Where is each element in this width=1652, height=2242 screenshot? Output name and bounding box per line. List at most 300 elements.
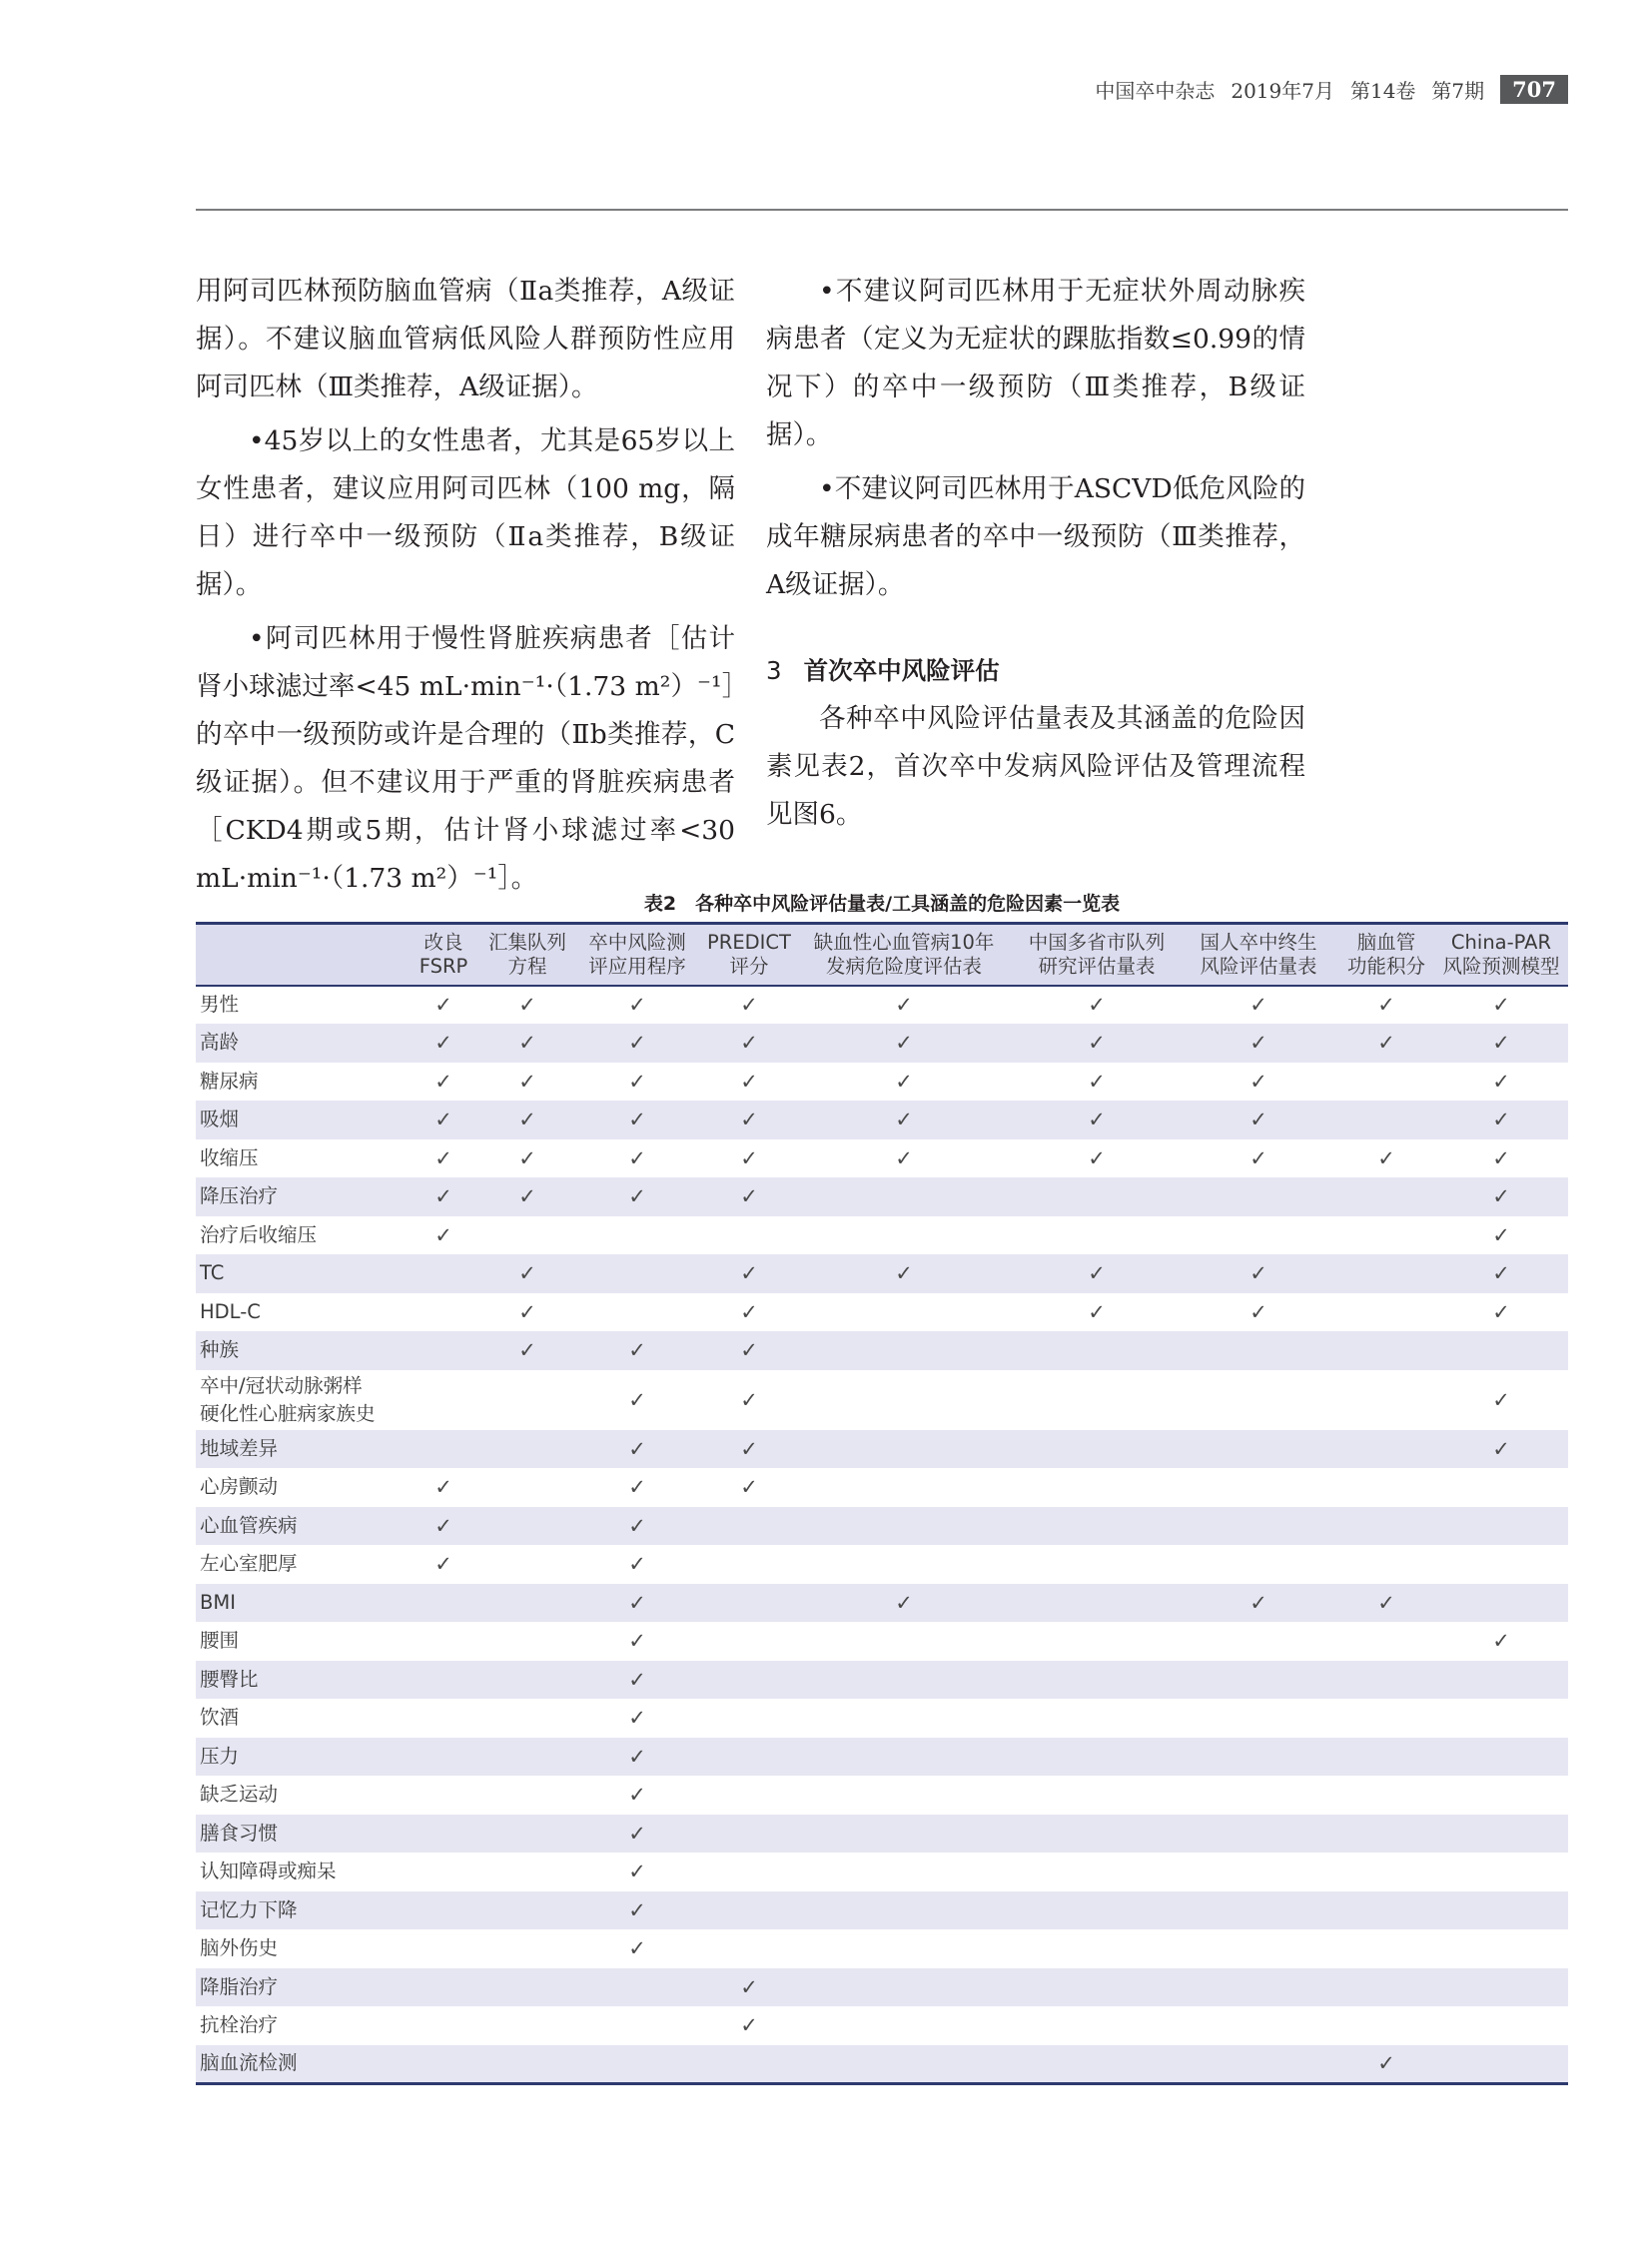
table-cell xyxy=(1434,1024,1568,1063)
table-cell xyxy=(1338,1468,1434,1507)
table-cell xyxy=(1015,1545,1179,1584)
table-row xyxy=(196,2006,1568,2045)
check-icon: ✓ xyxy=(434,1069,452,1094)
column-header-line: 脑血管 xyxy=(1356,930,1416,954)
issue: 第7期 xyxy=(1431,78,1485,103)
table-cell xyxy=(1338,1584,1434,1623)
table-cell xyxy=(793,1738,1015,1777)
table-cell xyxy=(485,1507,569,1546)
header-corner xyxy=(196,924,402,986)
risk-factor-cell xyxy=(196,1545,402,1584)
volume: 第14卷 xyxy=(1349,78,1416,103)
table-cell xyxy=(569,1293,705,1332)
check-icon: ✓ xyxy=(895,993,913,1018)
table-cell xyxy=(1338,1507,1434,1546)
risk-factor-cell xyxy=(196,1661,402,1700)
table-cell xyxy=(485,1815,569,1854)
table-cell xyxy=(1338,1177,1434,1216)
table-cell xyxy=(569,1139,705,1178)
table-row xyxy=(196,1177,1568,1216)
table-cell xyxy=(705,1891,793,1930)
table-cell xyxy=(793,1024,1015,1063)
table-cell xyxy=(1015,1370,1179,1430)
table-cell xyxy=(1015,1293,1179,1332)
table-cell xyxy=(705,2045,793,2084)
page-number: 707 xyxy=(1500,75,1568,104)
table-header-row xyxy=(196,924,1568,986)
table-cell xyxy=(1434,1776,1568,1815)
check-icon: ✓ xyxy=(434,1552,452,1577)
table-cell xyxy=(569,986,705,1025)
table-cell xyxy=(569,1853,705,1891)
check-icon: ✓ xyxy=(518,1145,536,1170)
table-cell xyxy=(402,2006,485,2045)
journal-name: 中国卒中杂志 xyxy=(1095,78,1216,103)
table-cell xyxy=(402,2045,485,2084)
table-cell xyxy=(1015,1216,1179,1255)
table-cell xyxy=(1338,1853,1434,1891)
risk-factor-cell xyxy=(196,1929,402,1968)
check-icon: ✓ xyxy=(628,1590,646,1615)
table-cell xyxy=(485,986,569,1025)
table-cell xyxy=(1015,1254,1179,1293)
check-icon: ✓ xyxy=(740,2013,758,2038)
table-cell xyxy=(569,2006,705,2045)
table-cell xyxy=(1179,1545,1338,1584)
table-cell xyxy=(793,1699,1015,1738)
table-row xyxy=(196,1430,1568,1469)
table-cell xyxy=(1338,1699,1434,1738)
table-cell xyxy=(705,1584,793,1623)
column-header-line: 研究评估量表 xyxy=(1038,954,1156,978)
check-icon: ✓ xyxy=(740,993,758,1018)
issue-date: 2019年7月 xyxy=(1231,78,1334,103)
table-cell xyxy=(1179,1331,1338,1370)
table-cell xyxy=(485,1063,569,1102)
table-cell xyxy=(569,1254,705,1293)
table-cell xyxy=(1338,2045,1434,2084)
table-cell xyxy=(1179,1430,1338,1469)
table-cell xyxy=(569,1468,705,1507)
risk-factor-cell xyxy=(196,1738,402,1777)
table-cell xyxy=(1338,1545,1434,1584)
table-cell xyxy=(1338,1139,1434,1178)
table-cell xyxy=(1179,1063,1338,1102)
table-cell xyxy=(402,1584,485,1623)
risk-factor-label: 吸烟 xyxy=(200,1108,240,1131)
table-cell xyxy=(793,1254,1015,1293)
table-cell xyxy=(793,1545,1015,1584)
column-header-line: 方程 xyxy=(507,954,547,978)
risk-factor-cell xyxy=(196,1430,402,1469)
table-cell xyxy=(1434,986,1568,1025)
risk-factor-label: 糖尿病 xyxy=(200,1069,259,1093)
table-cell xyxy=(402,1891,485,1930)
table-cell xyxy=(569,1331,705,1370)
table-caption: 表2 各种卒中风险评估量表/工具涵盖的危险因素一览表 xyxy=(643,893,1121,915)
check-icon: ✓ xyxy=(1377,1590,1395,1615)
table-cell xyxy=(402,1699,485,1738)
table-cell xyxy=(1338,1622,1434,1661)
check-icon: ✓ xyxy=(518,1261,536,1286)
table-cell xyxy=(569,1815,705,1854)
check-icon: ✓ xyxy=(1492,1145,1510,1170)
risk-factor-label: 卒中/冠状动脉粥样 xyxy=(200,1373,363,1397)
check-icon: ✓ xyxy=(1249,1145,1267,1170)
table-cell xyxy=(705,1968,793,2007)
table-cell xyxy=(485,1101,569,1139)
risk-factor-label: 地域差异 xyxy=(200,1436,279,1460)
check-icon: ✓ xyxy=(434,1222,452,1247)
table-cell xyxy=(402,1661,485,1700)
table-cell xyxy=(485,1738,569,1777)
check-icon: ✓ xyxy=(434,1475,452,1500)
table-cell xyxy=(1434,1139,1568,1178)
table-cell xyxy=(1179,1507,1338,1546)
table-cell xyxy=(485,1661,569,1700)
check-icon: ✓ xyxy=(628,1436,646,1461)
table-cell xyxy=(1434,1468,1568,1507)
table-cell xyxy=(793,1370,1015,1430)
risk-factor-cell xyxy=(196,2045,402,2084)
table-cell xyxy=(1338,1776,1434,1815)
header-rule xyxy=(196,209,1568,211)
table-cell xyxy=(1338,1815,1434,1854)
table-row xyxy=(196,1468,1568,1507)
risk-factor-cell xyxy=(196,1139,402,1178)
check-icon: ✓ xyxy=(434,1145,452,1170)
check-icon: ✓ xyxy=(628,1821,646,1846)
table-cell xyxy=(485,1699,569,1738)
table-cell xyxy=(705,1293,793,1332)
check-icon: ✓ xyxy=(740,1031,758,1056)
section-heading xyxy=(766,647,1305,695)
table-cell xyxy=(1338,1331,1434,1370)
check-icon: ✓ xyxy=(518,1299,536,1324)
check-icon: ✓ xyxy=(1492,1629,1510,1654)
table-cell xyxy=(1179,1968,1338,2007)
table-cell xyxy=(793,2006,1015,2045)
table-cell xyxy=(793,1139,1015,1178)
table-cell xyxy=(1015,1139,1179,1178)
check-icon: ✓ xyxy=(518,1069,536,1094)
risk-factor-cell xyxy=(196,1293,402,1332)
table-cell xyxy=(402,1545,485,1584)
table-cell xyxy=(402,1968,485,2007)
table-cell xyxy=(1179,1853,1338,1891)
check-icon: ✓ xyxy=(628,1338,646,1363)
column-header-line: 风险评估量表 xyxy=(1200,954,1317,978)
check-icon: ✓ xyxy=(628,1108,646,1132)
table-cell xyxy=(1015,1507,1179,1546)
risk-factor-cell xyxy=(196,2006,402,2045)
table-cell xyxy=(793,1331,1015,1370)
risk-factor-cell xyxy=(196,986,402,1025)
check-icon: ✓ xyxy=(518,993,536,1018)
risk-factor-cell xyxy=(196,1370,402,1430)
table-cell xyxy=(1179,1815,1338,1854)
check-icon: ✓ xyxy=(1492,993,1510,1018)
check-icon: ✓ xyxy=(628,1184,646,1209)
paragraph: 各种卒中风险评估量表及其涵盖的危险因素见表2，首次卒中发病风险评估及管理流程见图6。 xyxy=(766,703,1305,830)
risk-factor-label: 腰围 xyxy=(200,1629,240,1653)
table-row xyxy=(196,1891,1568,1930)
table-cell xyxy=(705,986,793,1025)
table-cell xyxy=(793,1929,1015,1968)
check-icon: ✓ xyxy=(518,1184,536,1209)
risk-factor-label: 缺乏运动 xyxy=(200,1783,279,1807)
table-cell xyxy=(569,1891,705,1930)
table-cell xyxy=(705,2006,793,2045)
risk-factor-label: 抗栓治疗 xyxy=(200,2013,279,2037)
check-icon: ✓ xyxy=(628,1145,646,1170)
table-cell xyxy=(1015,1468,1179,1507)
check-icon: ✓ xyxy=(740,1184,758,1209)
table-cell xyxy=(1434,1853,1568,1891)
column-header-line: PREDICT xyxy=(707,930,791,954)
table-cell xyxy=(705,1507,793,1546)
table-row xyxy=(196,1063,1568,1102)
column-header xyxy=(1179,924,1338,986)
table-cell xyxy=(569,1101,705,1139)
column-header xyxy=(1434,924,1568,986)
table-cell xyxy=(1015,1430,1179,1469)
table-cell xyxy=(793,1216,1015,1255)
table-cell xyxy=(569,1430,705,1469)
table-cell xyxy=(1434,1216,1568,1255)
table-cell xyxy=(569,2045,705,2084)
table-row xyxy=(196,1254,1568,1293)
risk-factor-label: 压力 xyxy=(200,1744,240,1768)
table-cell xyxy=(1179,2006,1338,2045)
table-cell xyxy=(485,1254,569,1293)
table-cell xyxy=(402,1507,485,1546)
table-cell xyxy=(1338,1063,1434,1102)
table-cell xyxy=(793,2045,1015,2084)
column-header-line: 评应用程序 xyxy=(588,954,686,978)
table-cell xyxy=(793,986,1015,1025)
check-icon: ✓ xyxy=(628,1783,646,1808)
table-cell xyxy=(569,1024,705,1063)
table-cell xyxy=(1179,1776,1338,1815)
check-icon: ✓ xyxy=(1088,1261,1106,1286)
table-cell xyxy=(485,1468,569,1507)
risk-factor-cell xyxy=(196,1331,402,1370)
section-number: 3 xyxy=(766,656,782,685)
column-header-line: 风险预测模型 xyxy=(1442,954,1560,978)
table-cell xyxy=(1338,1430,1434,1469)
risk-factor-cell xyxy=(196,1216,402,1255)
risk-factor-label: 硬化性心脏病家族史 xyxy=(200,1401,376,1425)
paragraph: •阿司匹林用于慢性肾脏疾病患者［估计肾小球滤过率<45 mL·min⁻¹·（1.73 m²）⁻¹］的卒中一级预防或许是合理的（Ⅱb类推荐，C级证据）。但不建议用于严重的肾脏疾病患者［CKD4期或5期，估计肾小球滤过率<30 mL·min⁻¹·（1.73 m²）⁻¹］。 xyxy=(196,623,735,894)
table-row xyxy=(196,1968,1568,2007)
table-cell xyxy=(1434,1507,1568,1546)
table-cell xyxy=(1434,1584,1568,1623)
check-icon: ✓ xyxy=(740,1145,758,1170)
check-icon: ✓ xyxy=(1492,1069,1510,1094)
check-icon: ✓ xyxy=(434,1513,452,1538)
check-icon: ✓ xyxy=(1377,1145,1395,1170)
table-cell xyxy=(402,1622,485,1661)
check-icon: ✓ xyxy=(628,1667,646,1692)
column-header-line: 评分 xyxy=(729,954,769,978)
table-cell xyxy=(1015,1177,1179,1216)
table-cell xyxy=(485,1968,569,2007)
table-cell xyxy=(1434,1177,1568,1216)
table-cell xyxy=(1434,2006,1568,2045)
table-cell xyxy=(1179,1738,1338,1777)
table-cell xyxy=(1179,2045,1338,2084)
check-icon: ✓ xyxy=(628,1031,646,1056)
column-header xyxy=(705,924,793,986)
table-cell xyxy=(1179,1101,1338,1139)
table-cell xyxy=(485,2045,569,2084)
table-cell xyxy=(705,1929,793,1968)
table-cell xyxy=(1015,1024,1179,1063)
column-header-line: 改良 xyxy=(423,930,463,954)
check-icon: ✓ xyxy=(628,1069,646,1094)
table-cell xyxy=(1179,1622,1338,1661)
column-header-line: 发病危险度评估表 xyxy=(825,954,982,978)
table-cell xyxy=(485,2006,569,2045)
risk-factor-cell xyxy=(196,1622,402,1661)
table-cell xyxy=(569,1622,705,1661)
table-row xyxy=(196,2045,1568,2084)
risk-factor-cell xyxy=(196,1024,402,1063)
table-cell xyxy=(1338,986,1434,1025)
risk-factor-cell xyxy=(196,1891,402,1930)
risk-factor-label: 记忆力下降 xyxy=(200,1897,298,1921)
table-cell xyxy=(485,1853,569,1891)
table-cell xyxy=(705,1699,793,1738)
table-cell xyxy=(1179,1468,1338,1507)
risk-factor-cell xyxy=(196,1254,402,1293)
check-icon: ✓ xyxy=(518,1108,536,1132)
check-icon: ✓ xyxy=(1492,1108,1510,1132)
table-cell xyxy=(485,1024,569,1063)
check-icon: ✓ xyxy=(628,1629,646,1654)
risk-factor-label: TC xyxy=(200,1261,225,1285)
check-icon: ✓ xyxy=(628,1513,646,1538)
table-row xyxy=(196,1139,1568,1178)
check-icon: ✓ xyxy=(1377,993,1395,1018)
section-title: 首次卒中风险评估 xyxy=(803,656,1000,685)
table-cell xyxy=(705,1815,793,1854)
table-cell xyxy=(1434,1370,1568,1430)
table-cell xyxy=(1015,1815,1179,1854)
right-column xyxy=(766,268,1305,839)
column-header xyxy=(793,924,1015,986)
risk-factor-label: 膳食习惯 xyxy=(200,1821,279,1845)
risk-factor-cell xyxy=(196,1853,402,1891)
risk-factor-cell xyxy=(196,1468,402,1507)
check-icon: ✓ xyxy=(1249,993,1267,1018)
table-cell xyxy=(1338,1216,1434,1255)
table-cell xyxy=(1015,1891,1179,1930)
table-cell xyxy=(1015,2006,1179,2045)
column-header xyxy=(485,924,569,986)
check-icon: ✓ xyxy=(1249,1261,1267,1286)
table-cell xyxy=(402,1370,485,1430)
table-cell xyxy=(1179,1254,1338,1293)
table-cell xyxy=(705,1177,793,1216)
table-cell xyxy=(402,1024,485,1063)
table-cell xyxy=(793,1177,1015,1216)
risk-factor-label: 左心室肥厚 xyxy=(200,1552,298,1576)
check-icon: ✓ xyxy=(1492,1261,1510,1286)
table-cell xyxy=(485,1545,569,1584)
table-cell xyxy=(402,1468,485,1507)
table-cell xyxy=(1015,1622,1179,1661)
risk-factor-label: 心房颤动 xyxy=(200,1475,279,1499)
table-cell xyxy=(1179,1661,1338,1700)
table-cell xyxy=(1338,1738,1434,1777)
column-header xyxy=(569,924,705,986)
risk-factor-cell xyxy=(196,1507,402,1546)
check-icon: ✓ xyxy=(895,1590,913,1615)
risk-factor-label: 脑血流检测 xyxy=(200,2051,298,2074)
paragraph: •不建议阿司匹林用于无症状外周动脉疾病患者（定义为无症状的踝肱指数≤0.99的情况下）的卒中一级预防（Ⅲ类推荐，B级证据）。 xyxy=(766,276,1305,450)
table-cell xyxy=(1338,1293,1434,1332)
risk-factor-label: 收缩压 xyxy=(200,1145,259,1169)
table-cell xyxy=(793,1622,1015,1661)
check-icon: ✓ xyxy=(628,1897,646,1922)
check-icon: ✓ xyxy=(740,1299,758,1324)
risk-factor-cell xyxy=(196,1968,402,2007)
column-header xyxy=(402,924,485,986)
table-cell xyxy=(485,1891,569,1930)
table-row xyxy=(196,1853,1568,1891)
table-cell xyxy=(402,1853,485,1891)
table-cell xyxy=(1015,1776,1179,1815)
table-cell xyxy=(705,1024,793,1063)
table-cell xyxy=(402,1063,485,1102)
table-row xyxy=(196,1545,1568,1584)
table-cell xyxy=(1015,1584,1179,1623)
table-cell xyxy=(1434,1293,1568,1332)
check-icon: ✓ xyxy=(628,1744,646,1769)
table-cell xyxy=(1179,1139,1338,1178)
check-icon: ✓ xyxy=(518,1031,536,1056)
table-cell xyxy=(705,1254,793,1293)
table-cell xyxy=(1338,1101,1434,1139)
check-icon: ✓ xyxy=(1088,993,1106,1018)
risk-factor-cell xyxy=(196,1063,402,1102)
table-cell xyxy=(1434,1891,1568,1930)
paragraph: •45岁以上的女性患者，尤其是65岁以上女性患者，建议应用阿司匹林（100 mg，隔日）进行卒中一级预防（Ⅱa类推荐，B级证据）。 xyxy=(196,425,735,600)
table-cell xyxy=(1015,2045,1179,2084)
table-cell xyxy=(705,1101,793,1139)
table-cell xyxy=(402,1776,485,1815)
table-cell xyxy=(793,1063,1015,1102)
table-cell xyxy=(485,1293,569,1332)
table-cell xyxy=(1015,1063,1179,1102)
table-cell xyxy=(793,1584,1015,1623)
table-cell xyxy=(1179,1699,1338,1738)
table-cell xyxy=(793,1468,1015,1507)
check-icon: ✓ xyxy=(1377,1031,1395,1056)
table-row xyxy=(196,1776,1568,1815)
table-row xyxy=(196,1370,1568,1430)
check-icon: ✓ xyxy=(740,1475,758,1500)
table-row xyxy=(196,1815,1568,1854)
table-cell xyxy=(402,1177,485,1216)
table-cell xyxy=(402,986,485,1025)
table-row xyxy=(196,1216,1568,1255)
check-icon: ✓ xyxy=(1377,2051,1395,2075)
table-cell xyxy=(569,1968,705,2007)
table-cell xyxy=(1179,1293,1338,1332)
